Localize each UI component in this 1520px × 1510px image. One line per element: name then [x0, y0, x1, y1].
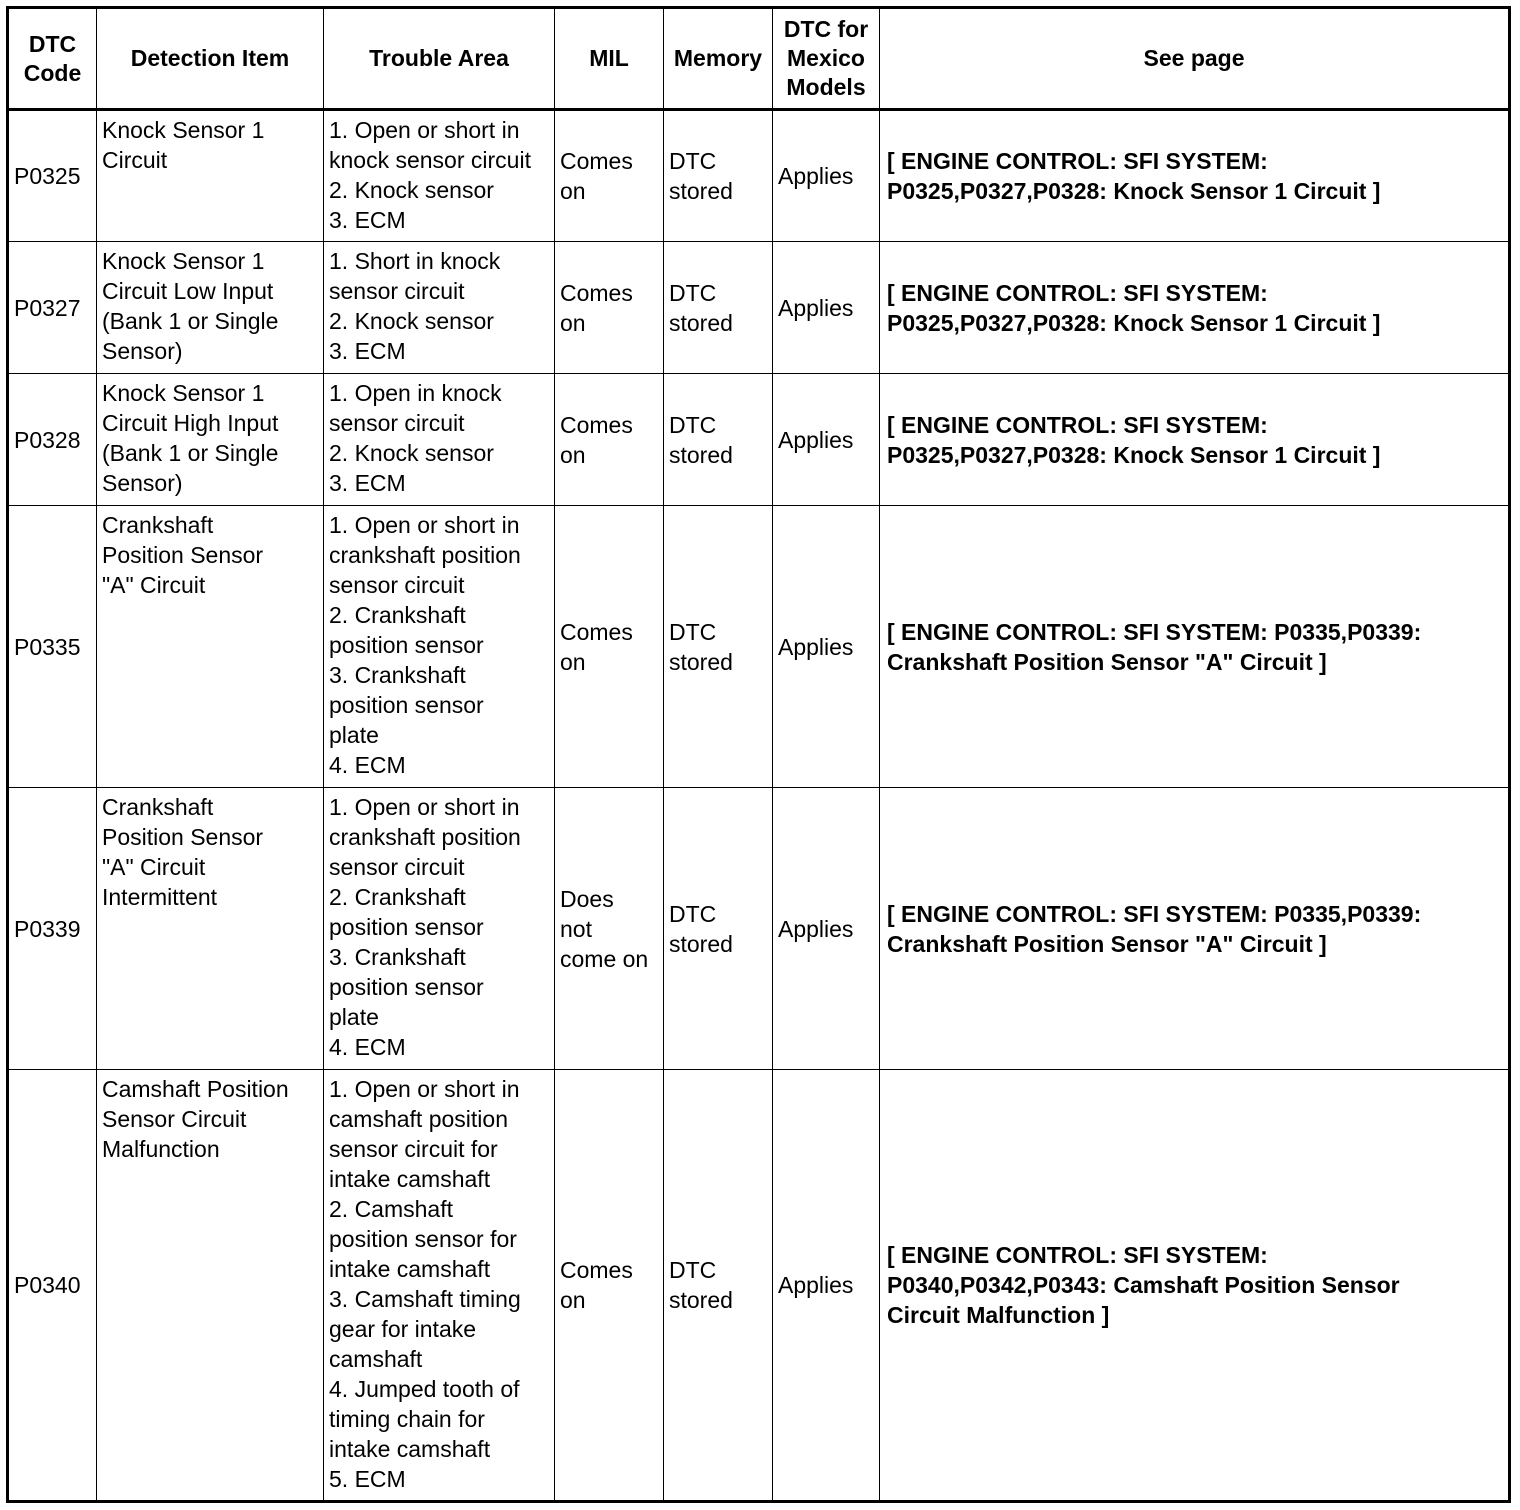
header-detection-item: Detection Item — [97, 8, 324, 110]
cell-memory: DTC stored — [664, 110, 773, 242]
header-dtc-mexico: DTC for Mexico Models — [773, 8, 880, 110]
cell-memory: DTC stored — [664, 374, 773, 506]
cell-trouble-area: 1. Open or short in crankshaft position sensor circuit 2. Crankshaft position sensor 3. Crankshaft position sensor plate 4. ECM — [324, 506, 555, 788]
dtc-table — [6, 6, 1511, 1503]
cell-detection-item: Crankshaft Position Sensor "A" Circuit Intermittent — [97, 788, 324, 1070]
table-header-row — [8, 8, 1510, 110]
cell-memory: DTC stored — [664, 506, 773, 788]
header-dtc-code: DTC Code — [8, 8, 97, 110]
cell-dtc-code: P0327 — [8, 242, 97, 374]
header-memory: Memory — [664, 8, 773, 110]
cell-dtc-mexico: Applies — [773, 1070, 880, 1502]
cell-dtc-mexico: Applies — [773, 374, 880, 506]
cell-see-page-link[interactable]: [ ENGINE CONTROL: SFI SYSTEM: P0340,P0342,P0343: Camshaft Position Sensor Circuit Malfunction ] — [880, 1070, 1510, 1502]
header-mil: MIL — [555, 8, 664, 110]
cell-dtc-mexico: Applies — [773, 788, 880, 1070]
cell-mil: Comes on — [555, 506, 664, 788]
cell-trouble-area: 1. Open or short in camshaft position sensor circuit for intake camshaft 2. Camshaft position sensor for intake camshaft 3. Camshaft timing gear for intake camshaft 4. Jumped tooth of timing chain for intake camshaft 5. ECM — [324, 1070, 555, 1502]
cell-trouble-area: 1. Short in knock sensor circuit 2. Knock sensor 3. ECM — [324, 242, 555, 374]
cell-dtc-code: P0328 — [8, 374, 97, 506]
cell-dtc-code: P0325 — [8, 110, 97, 242]
cell-mil: Does not come on — [555, 788, 664, 1070]
cell-trouble-area: 1. Open or short in knock sensor circuit 2. Knock sensor 3. ECM — [324, 110, 555, 242]
cell-trouble-area: 1. Open in knock sensor circuit 2. Knock sensor 3. ECM — [324, 374, 555, 506]
cell-mil: Comes on — [555, 242, 664, 374]
cell-dtc-mexico: Applies — [773, 242, 880, 374]
cell-mil: Comes on — [555, 110, 664, 242]
cell-see-page-link[interactable]: [ ENGINE CONTROL: SFI SYSTEM: P0325,P0327,P0328: Knock Sensor 1 Circuit ] — [880, 242, 1510, 374]
table-row — [8, 1070, 1510, 1502]
cell-dtc-mexico: Applies — [773, 110, 880, 242]
cell-mil: Comes on — [555, 374, 664, 506]
cell-detection-item: Camshaft Position Sensor Circuit Malfunction — [97, 1070, 324, 1502]
cell-memory: DTC stored — [664, 242, 773, 374]
cell-memory: DTC stored — [664, 1070, 773, 1502]
cell-detection-item: Crankshaft Position Sensor "A" Circuit — [97, 506, 324, 788]
cell-see-page-link[interactable]: [ ENGINE CONTROL: SFI SYSTEM: P0325,P0327,P0328: Knock Sensor 1 Circuit ] — [880, 374, 1510, 506]
cell-mil: Comes on — [555, 1070, 664, 1502]
cell-dtc-code: P0335 — [8, 506, 97, 788]
cell-dtc-code: P0339 — [8, 788, 97, 1070]
cell-memory: DTC stored — [664, 788, 773, 1070]
cell-detection-item: Knock Sensor 1 Circuit Low Input (Bank 1 or Single Sensor) — [97, 242, 324, 374]
cell-see-page-link[interactable]: [ ENGINE CONTROL: SFI SYSTEM: P0335,P0339: Crankshaft Position Sensor "A" Circuit ] — [880, 506, 1510, 788]
table-row — [8, 110, 1510, 242]
table-row — [8, 242, 1510, 374]
cell-dtc-mexico: Applies — [773, 506, 880, 788]
cell-see-page-link[interactable]: [ ENGINE CONTROL: SFI SYSTEM: P0335,P0339: Crankshaft Position Sensor "A" Circuit ] — [880, 788, 1510, 1070]
table-row — [8, 374, 1510, 506]
cell-dtc-code: P0340 — [8, 1070, 97, 1502]
table-row — [8, 788, 1510, 1070]
table-row — [8, 506, 1510, 788]
cell-detection-item: Knock Sensor 1 Circuit — [97, 110, 324, 242]
cell-trouble-area: 1. Open or short in crankshaft position sensor circuit 2. Crankshaft position sensor 3. Crankshaft position sensor plate 4. ECM — [324, 788, 555, 1070]
cell-detection-item: Knock Sensor 1 Circuit High Input (Bank 1 or Single Sensor) — [97, 374, 324, 506]
cell-see-page-link[interactable]: [ ENGINE CONTROL: SFI SYSTEM: P0325,P0327,P0328: Knock Sensor 1 Circuit ] — [880, 110, 1510, 242]
header-trouble-area: Trouble Area — [324, 8, 555, 110]
header-see-page: See page — [880, 8, 1510, 110]
dtc-table-container — [6, 6, 1511, 1503]
